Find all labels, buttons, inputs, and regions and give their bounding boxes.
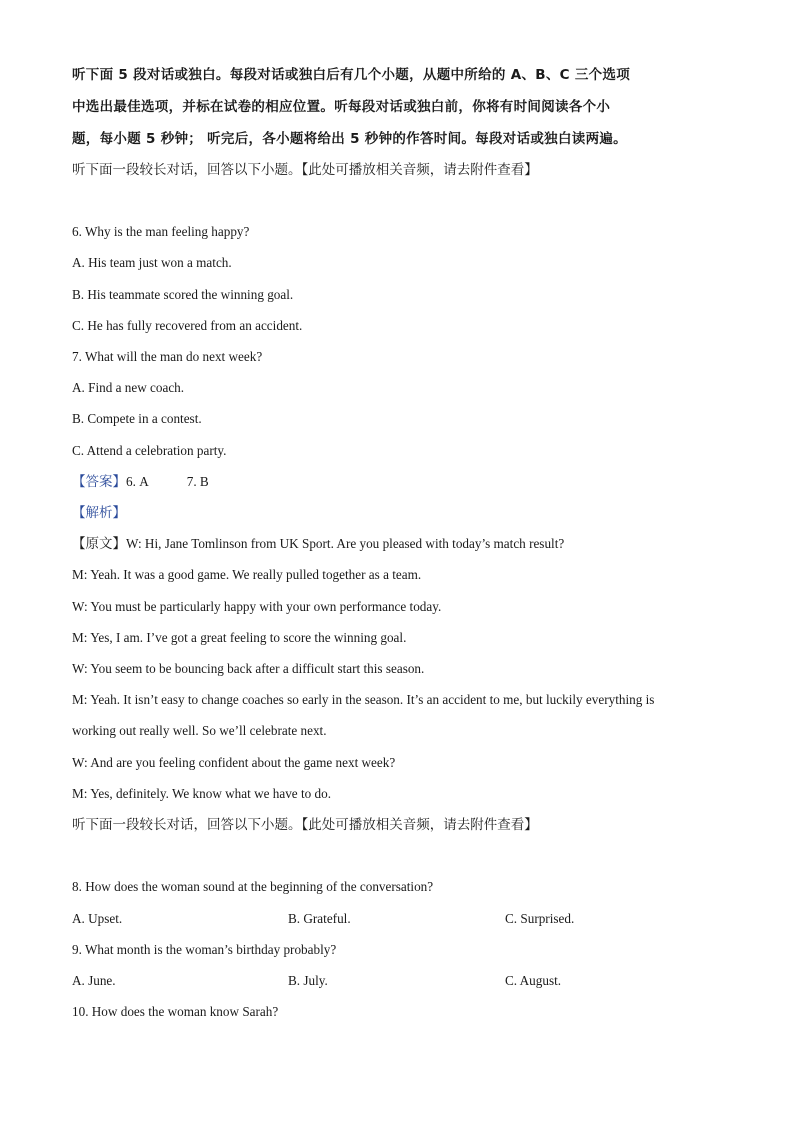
transcript-line-6a: M: Yeah. It isn’t easy to change coaches so early in the season. It’s an accident to me, but luckily everything is: [72, 692, 655, 707]
question-9-option-a: A. June.: [72, 973, 116, 988]
transcript-line-5: W: You seem to be bouncing back after a difficult start this season.: [72, 661, 425, 676]
section-1-intro: 听下面一段较长对话，回答以下小题。【此处可播放相关音频，请去附件查看】: [72, 162, 538, 178]
answer-line: [72, 473, 209, 491]
question-8: 8. How does the woman sound at the beginning of the conversation?: [72, 879, 434, 894]
question-7-option-c: C. Attend a celebration party.: [72, 443, 227, 458]
question-6: 6. Why is the man feeling happy?: [72, 224, 250, 239]
question-6-option-a: A. His team just won a match.: [72, 255, 232, 270]
question-8-option-b: B. Grateful.: [288, 911, 351, 926]
transcript-line-4: M: Yes, I am. I’ve got a great feeling to score the winning goal.: [72, 630, 407, 645]
question-8-option-a: A. Upset.: [72, 911, 123, 926]
question-9-option-c: C. August.: [505, 973, 562, 988]
transcript-text-1: W: Hi, Jane Tomlinson from UK Sport. Are you pleased with today’s match result?: [126, 536, 565, 551]
transcript-line-1: [72, 535, 564, 553]
question-7-option-a: A. Find a new coach.: [72, 380, 185, 395]
transcript-line-3: W: You must be particularly happy with your own performance today.: [72, 599, 442, 614]
section-2-intro: 听下面一段较长对话，回答以下小题。【此处可播放相关音频，请去附件查看】: [72, 817, 538, 833]
question-9: 9. What month is the woman’s birthday probably?: [72, 942, 337, 957]
answer-7: 7. B: [186, 474, 209, 489]
question-9-option-b: B. July.: [288, 973, 328, 988]
transcript-line-7: W: And are you feeling confident about the game next week?: [72, 755, 396, 770]
question-6-option-c: C. He has fully recovered from an accident.: [72, 318, 303, 333]
analysis-tag: 【解析】: [72, 505, 126, 521]
question-10: 10. How does the woman know Sarah?: [72, 1004, 279, 1019]
instructions-line-3: 题，每小题 5 秒钟； 听完后，各小题将给出 5 秒钟的作答时间。每段对话或独白读两遍。: [72, 131, 627, 147]
instructions-line-1: 听下面 5 段对话或独白。每段对话或独白后有几个小题，从题中所给的 A、B、C 三个选项: [72, 67, 631, 83]
transcript-tag: 【原文】: [72, 536, 126, 552]
transcript-line-6b: working out really well. So we’ll celebrate next.: [72, 723, 327, 738]
question-8-option-c: C. Surprised.: [505, 911, 575, 926]
question-7-option-b: B. Compete in a contest.: [72, 411, 202, 426]
question-6-option-b: B. His teammate scored the winning goal.: [72, 287, 294, 302]
answer-tag: 【答案】: [72, 474, 126, 490]
transcript-line-8: M: Yes, definitely. We know what we have to do.: [72, 786, 331, 801]
question-7: 7. What will the man do next week?: [72, 349, 263, 364]
answer-6: 6. A: [126, 474, 149, 489]
transcript-line-2: M: Yeah. It was a good game. We really pulled together as a team.: [72, 567, 422, 582]
instructions-line-2: 中选出最佳选项，并标在试卷的相应位置。听每段对话或独白前，你将有时间阅读各个小: [72, 99, 611, 115]
